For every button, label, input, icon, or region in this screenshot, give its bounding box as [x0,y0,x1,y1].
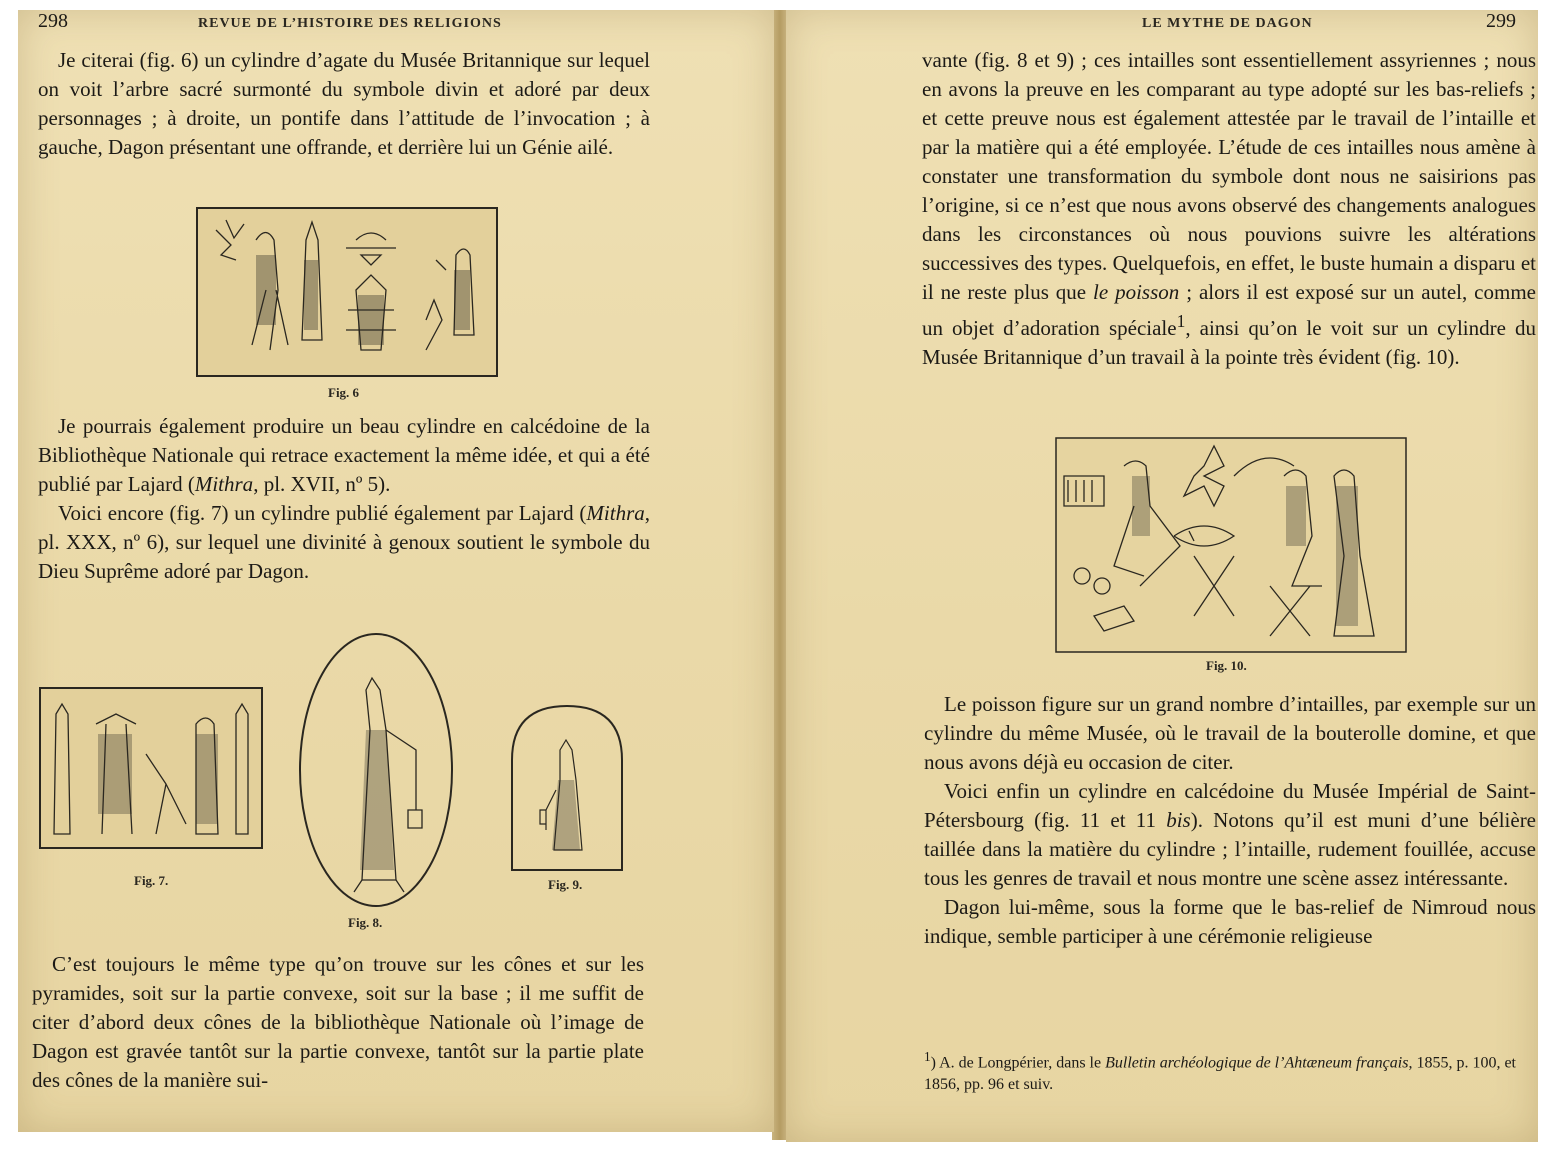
paragraph [38,412,650,586]
text-run: ; alors il est exposé sur un autel, comme un objet d’adoration spéciale [922,280,1536,340]
italic-text: Mithra [194,472,254,496]
text-run: ). Notons qu’il est muni d’une bélière taillée dans la matière du cylindre ; l’intaille, rudement fouillée, accuse tous les genres de travail et nous montre une scène assez intéressante. [924,808,1537,890]
figure-6-caption: Fig. 6 [328,385,360,400]
running-head: REVUE DE L’HISTOIRE DES RELIGIONS [198,16,502,31]
figure-9-engraving [502,700,632,880]
text-run: , ainsi qu’on le voit sur un cylindre du Musée Britannique d’un travail à la pointe très évident (fig. 10). [922,316,1536,369]
figure-7-engraving [36,684,266,854]
text-run: ) A. de Longpérier, dans le [930,1054,1106,1072]
italic-text: Mithra [586,501,645,525]
figure-8-caption: Fig. 8. [348,915,383,930]
text-run: Voici encore (fig. 7) un cylindre publié également par Lajard ( [58,501,587,525]
paragraph [32,950,644,1095]
figure-6-engraving [196,200,502,380]
paragraph [922,46,1536,372]
paragraph-text: C’est toujours le même type qu’on trouve sur les cônes et sur les pyramides, soit sur la partie convexe, soit sur la base ; il me suffit de citer d’abord deux cônes de la bibliothèque Nationale où l’image de Dagon est gravée tantôt sur la partie convexe, tantôt sur la partie plate des cônes de la manière sui- [32,952,644,1092]
paragraph-text [924,777,1536,893]
figure-8-engraving [296,630,456,910]
left-page [18,10,774,1132]
paragraph [38,46,650,162]
page-number: 299 [1486,10,1516,32]
text-run: , pl. XXX, nº 6), sur lequel une divinité à genoux soutient le symbole du Dieu Suprême adoré par Dagon. [38,501,650,583]
italic-text: le poisson [1093,280,1180,304]
paragraph-text [38,499,650,586]
figure-9-caption: Fig. 9. [548,877,583,892]
page-number: 298 [38,10,68,32]
figure-10-caption: Fig. 10. [1206,658,1247,673]
paragraph-text [38,412,650,499]
paragraph-text [922,46,1536,372]
running-head: LE MYTHE DE DAGON [1142,16,1313,31]
footnote [924,1046,1536,1096]
footnote-mark: 1 [924,1049,931,1064]
text-run: Voici enfin un cylindre en calcédoine du Musée Impérial de Saint-Pétersbourg (fig. 11 et 11 [924,779,1536,832]
text-run: , pl. XVII, nº 5). [253,472,391,496]
italic-text: bis [1166,808,1191,832]
italic-text: Bulletin archéologique de l’Ahtæneum français [1105,1054,1409,1072]
paragraph-text: Dagon lui-même, sous la forme que le bas-relief de Nimroud nous indique, semble participer à une cérémonie religieuse [924,895,1536,948]
figure-7-caption: Fig. 7. [134,873,169,888]
right-page [786,10,1538,1142]
paragraph-text: Le poisson figure sur un grand nombre d’intailles, par exemple sur un cylindre du même Musée, où le travail de la bouterolle domine, et que nous avons déjà eu occasion de citer. [924,692,1536,774]
paragraph [924,690,1536,951]
footnote-text [924,1046,1536,1096]
text-run: , 1855, p. 100, et 1856, pp. 96 et suiv. [924,1054,1516,1094]
text-run: vante (fig. 8 et 9) ; ces intailles sont essentiellement assyriennes ; nous en avons la preuve en les comparant au type adopté sur les bas-reliefs ; et cette preuve nous est également attestée par le travail de l’intaille et par la matière qui a été employée. L’étude de ces intailles nous amène à constater une transformation du symbole dont nous ne saisirions pas l’origine, si ce n’est que nous avons observé des changements analogues dans les circonstances où nous pouvions suivre les altérations successives des types. Quelquefois, en effet, le buste humain a disparu et il ne reste plus que [922,48,1536,304]
paragraph-text: Je citerai (fig. 6) un cylindre d’agate du Musée Britannique sur lequel on voit l’arbre sacré surmonté du symbole divin et adoré par deux personnages ; à droite, un pontife dans l’attitude de l’invocation ; à gauche, Dagon présentant une offrande, et derrière lui un Génie ailé. [38,48,650,159]
footnote-ref: 1 [1176,311,1186,331]
text-run: Je pourrais également produire un beau cylindre en calcédoine de la Bibliothèque Nationale qui retrace exactement la même idée, et qui a été publié par Lajard ( [38,414,650,496]
figure-10-engraving [1054,436,1408,656]
